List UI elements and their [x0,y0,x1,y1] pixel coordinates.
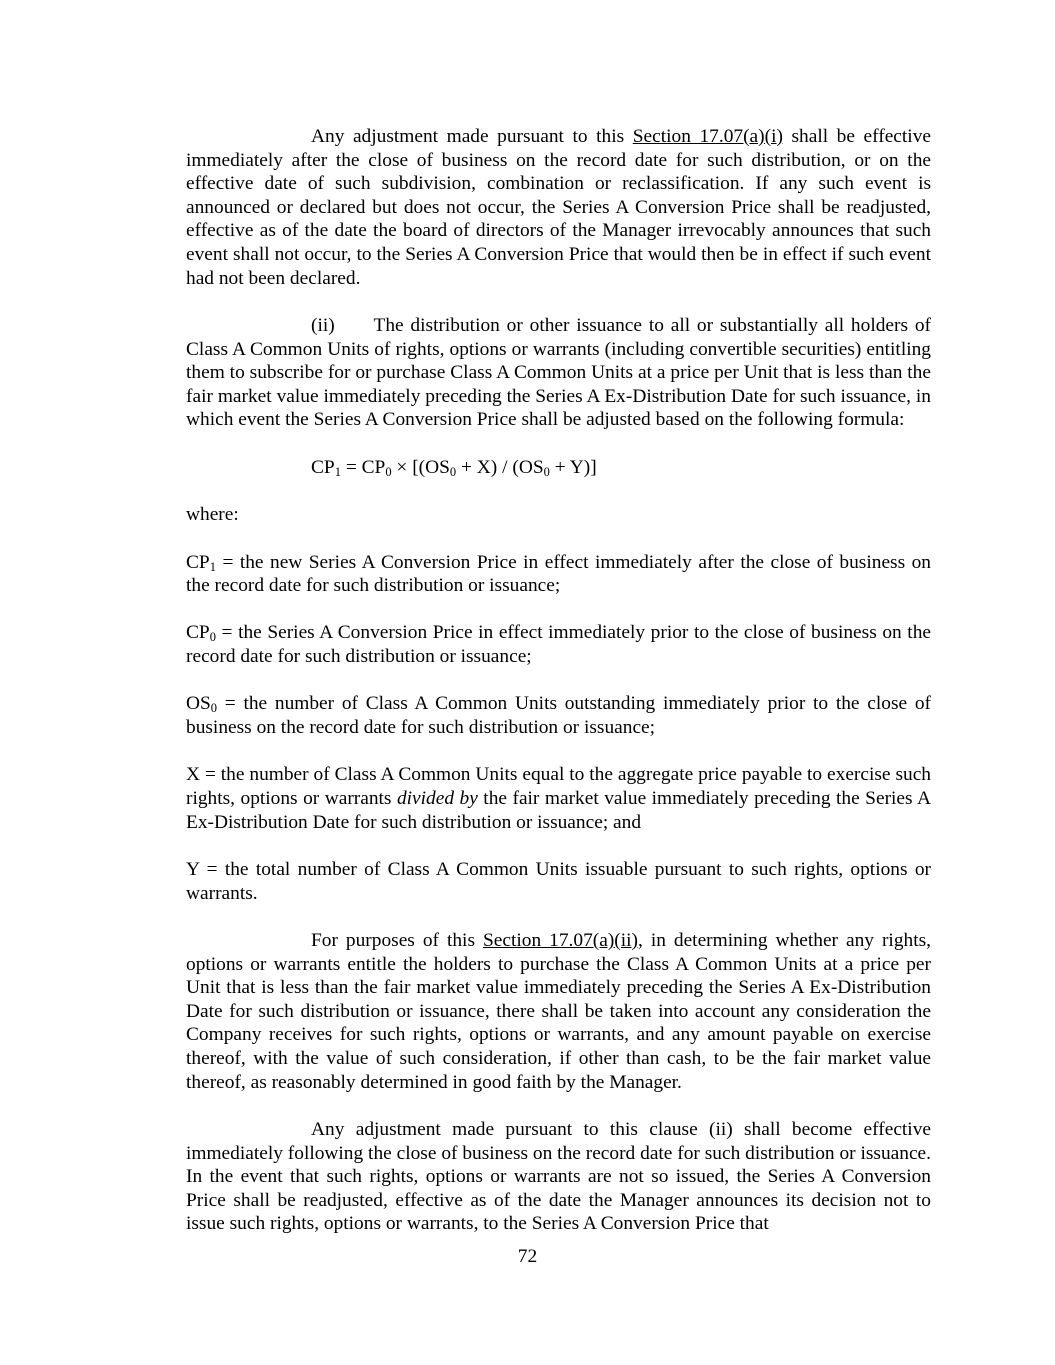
paragraph-purposes: For purposes of this Section 17.07(a)(ii), in determining whether any rights, options or warrants entitle the holders to purchase the Class A Common Units at a price per Unit that is less than the fair market value immediately preceding the Series A Ex-Distribution Date for such distribution or issuance, there shall be taken into account any consideration the Company receives for such rights, options or warrants, and any amount payable on exercise thereof, with the value of such consideration, if other than cash, to be the fair market value thereof, as reasonably determined in good faith by the Manager. [186,930,931,1093]
paragraph-clause-ii-adjustment: Any adjustment made pursuant to this clause (ii) shall become effective immediately following the close of business on the record date for such distribution or issuance. In the event that such rights, options or warrants are not so issued, the Series A Conversion Price shall be readjusted, effective as of the date the Manager announces its decision not to issue such rights, options or warrants, to the Series A Conversion Price that [186,1118,931,1235]
document-body [186,125,931,1236]
definition-y: Y = the total number of Class A Common Units issuable pursuant to such rights, options or warrants. [186,859,931,904]
paragraph-clause-ii: (ii) The distribution or other issuance to all or substantially all holders of Class A Common Units of rights, options or warrants (including convertible securities) entitling them to subscribe for or purchase Class A Common Units at a price per Unit that is less than the fair market value immediately preceding the Series A Ex-Distribution Date for such issuance, in which event the Series A Conversion Price shall be adjusted based on the following formula: [186,314,931,431]
definition-os0: $OS_0$ = the number of Class A Common Units outstanding immediately prior to the close of business on the record date for such distribution or issuance; [186,693,931,739]
definition-cp1: $CP_1$ = the new Series A Conversion Price in effect immediately after the close of business on the record date for such distribution or issuance; [186,551,931,597]
conversion-formula: $CP_1 = CP_0 \times [(OS_0 + X) / (OS_0 + Y)]$ [311,456,597,479]
definition-cp0: $CP_0$ = the Series A Conversion Price in effect immediately prior to the close of business on the record date for such distribution or issuance; [186,622,931,668]
where-label: where: [186,504,239,526]
emphasis: divided by [396,788,478,810]
page-number: 72 [517,1246,538,1267]
paragraph-adjustment-effective: Any adjustment made pursuant to this Section 17.07(a)(i) shall be effective immediately after the close of business on the record date for such distribution, or on the effective date of such subdivision, combination or reclassification. If any such event is announced or declared but does not occur, the Series A Conversion Price shall be readjusted, effective as of the date the board of directors of the Manager irrevocably announces that such event shall not occur, to the Series A Conversion Price that would then be in effect if such event had not been declared. [186,126,931,289]
definition-x: X = the number of Class A Common Units equal to the aggregate price payable to exercise such rights, options or warrants divided by the fair market value immediately preceding the Series A Ex-Distribution Date for such distribution or issuance; and [186,764,931,833]
section-reference: Section 17.07(a)(i) [632,126,783,147]
section-reference: Section 17.07(a)(ii) [482,930,638,952]
